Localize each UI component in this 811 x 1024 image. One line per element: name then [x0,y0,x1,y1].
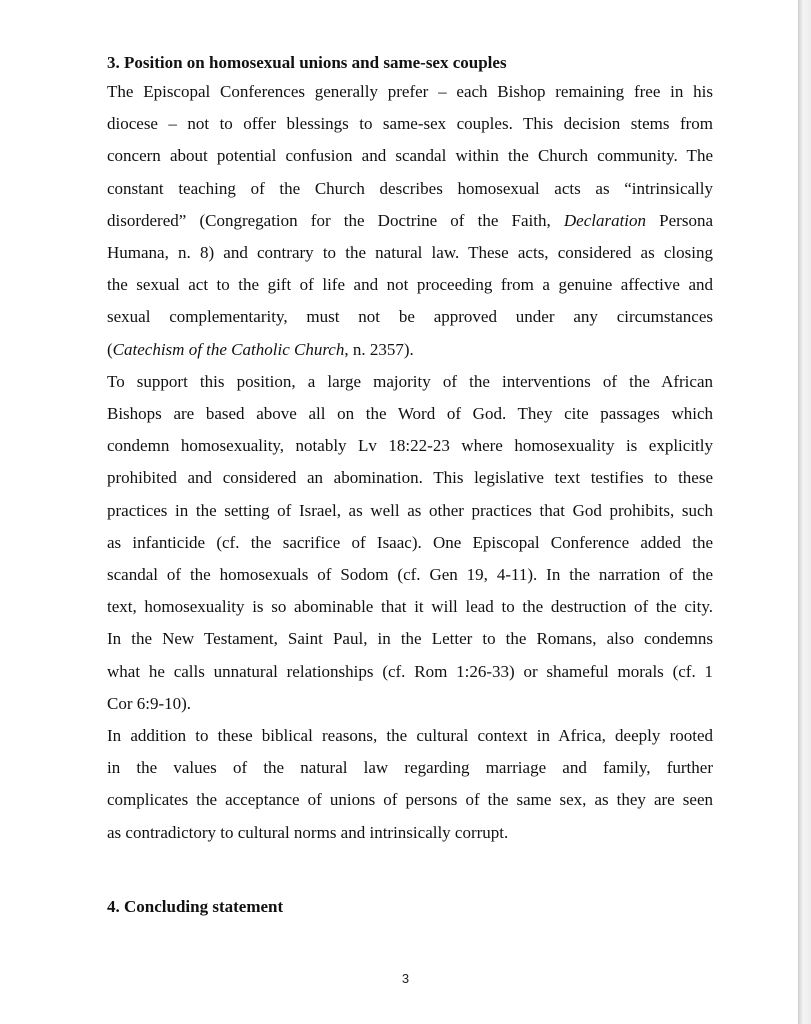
page-edge [798,0,811,1024]
text-line: In the New Testament, Saint Paul, in the Letter to the Romans, also condemns [107,629,713,649]
text-line: diocese – not to offer blessings to same-sex couples. This decision stems from [107,114,713,134]
text-line: concern about potential confusion and scandal within the Church community. The [107,146,713,166]
text-line: as infanticide (cf. the sacrifice of Isaac). One Episcopal Conference added the [107,532,713,552]
text-line: scandal of the homosexuals of Sodom (cf. Gen 19, 4-11). In the narration of the [107,565,713,585]
paragraph [107,76,713,366]
text-line: text, homosexuality is so abominable that it will lead to the destruction of the city. [107,597,713,617]
text-line: in the values of the natural law regarding marriage and family, further [107,758,713,778]
text-line: The Episcopal Conferences generally prefer – each Bishop remaining free in his [107,82,713,101]
text-line: what he calls unnatural relationships (cf. Rom 1:26-33) or shameful morals (cf. 1 [107,661,713,681]
text-line: In addition to these biblical reasons, the cultural context in Africa, deeply rooted [107,726,713,746]
paragraph [107,366,713,720]
text-line: To support this position, a large majority of the interventions of the African [107,371,713,391]
text-line: Bishops are based above all on the Word of God. They cite passages which [107,404,713,424]
text-line: as contradictory to cultural norms and intrinsically corrupt. [107,822,509,842]
text-line: disordered” (Congregation for the Doctrine of the Faith, Declaration Persona [107,210,714,230]
text-line: condemn homosexuality, notably Lv 18:22-23 where homosexuality is explicitly [107,436,713,456]
section-paragraphs [107,76,713,849]
document-body [107,52,713,849]
section-heading-concluding: 4. Concluding statement [107,897,284,916]
text-line: prohibited and considered an abomination. This legislative text testifies to these [107,468,713,488]
text-line: practices in the setting of Israel, as well as other practices that God prohibits, such [107,500,713,520]
text-line: (Catechism of the Catholic Church, n. 2357). [107,339,414,359]
text-line: Humana, n. 8) and contrary to the natural law. These acts, considered as closing [107,243,713,263]
text-line: the sexual act to the gift of life and not proceeding from a genuine affective and [107,275,713,295]
page-number: 3 [401,971,410,986]
section-heading: 3. Position on homosexual unions and same-sex couples [107,53,507,72]
text-line: Cor 6:9-10). [107,693,192,713]
text-line: complicates the acceptance of unions of persons of the same sex, as they are seen [107,790,713,810]
paragraph [107,720,713,849]
text-line: constant teaching of the Church describes homosexual acts as “intrinsically [107,178,713,198]
text-line: sexual complementarity, must not be approved under any circumstances [107,307,713,327]
